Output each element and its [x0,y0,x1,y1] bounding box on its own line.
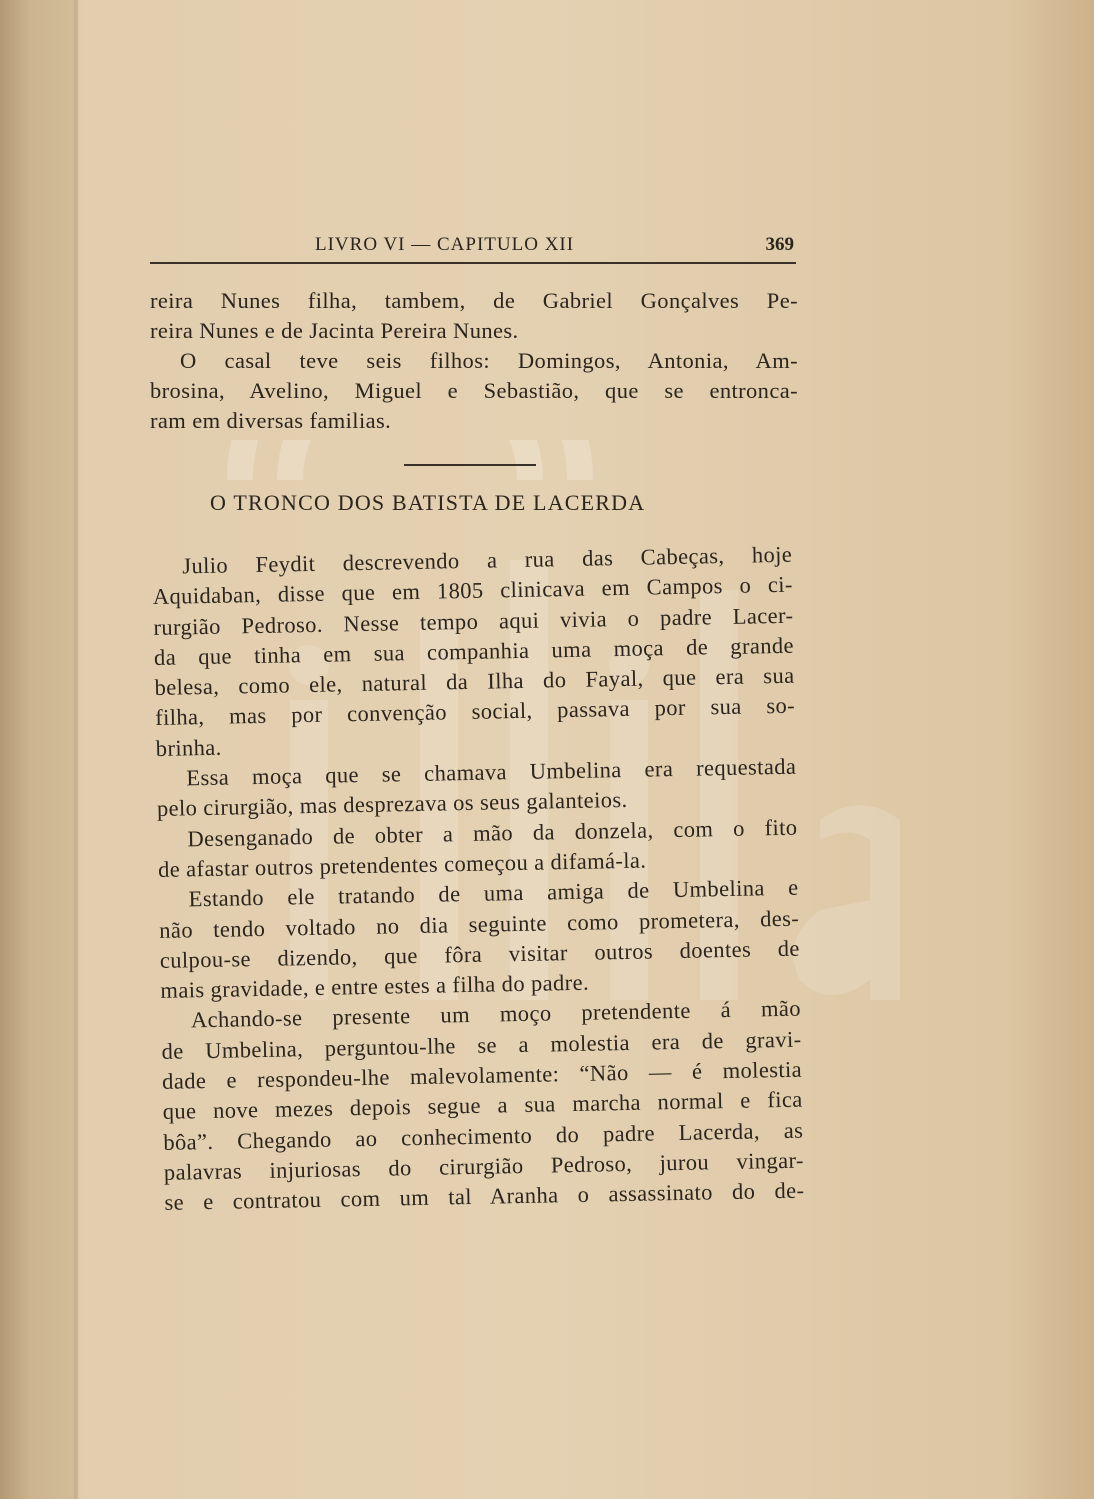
text-line: Julio Feydit descrevendo a rua das Cabeças, hoje [182,541,793,579]
page-header [150,230,796,266]
text-line: se e contratou com um tal Aranha o assassinato do de- [164,1177,805,1216]
running-head: LIVRO VI — CAPITULO XII [315,234,575,255]
text-line: brinha. [155,734,222,761]
top-paragraphs [150,286,798,436]
text-line: filha, mas por convenção social, passava por sua so- [154,693,796,731]
text-line: mais gravidade, e entre estes a filha do padre. [160,969,590,1004]
section-title: O TRONCO DOS BATISTA DE LACERDA [210,490,646,515]
text-line: rurgião Pedroso. Nesse tempo aqui vivia o padre Lacer- [153,602,794,640]
text-line: dade e respondeu-lhe malevolamente: “Não — é molestia [161,1056,803,1094]
header-rule [150,262,796,264]
text-line: não tendo voltado no dia seguinte como prometera, des- [159,905,800,943]
text-line: Achando-se presente um moço pretendente á mão [190,996,802,1033]
text-line: pelo cirurgião, mas desprezava os seus galanteios. [156,787,628,822]
page-gutter [0,0,78,1499]
text-line: palavras injuriosas do cirurgião Pedroso, jurou vingar- [163,1147,805,1185]
text-line: belesa, como ele, natural da Ilha do Fayal, que era sua [154,662,795,701]
text-line: Estando ele tratando de uma amiga de Umbelina e [188,874,799,912]
text-line: ram em diversas familias. [150,408,392,433]
section-divider [404,464,536,466]
text-line: de Umbelina, perguntou-lhe se a molestia era de gravi- [161,1026,802,1064]
text-line: que nove mezes depois segue a sua marcha normal e fica [162,1086,803,1125]
text-line: bôa”. Chegando ao conhecimento do padre Lacerda, as [163,1117,804,1155]
text-line: Essa moça que se chamava Umbelina era requestada [186,753,797,791]
page-number: 369 [765,234,794,255]
text-line: O casal teve seis filhos: Domingos, Antonia, Am- [180,348,798,373]
text-line: brosina, Avelino, Miguel e Sebastião, que se entronca- [150,378,798,403]
text-line: Aquidaban, disse que em 1805 clinicava em Campos o ci- [152,572,793,610]
text-line: reira Nunes filha, tambem, de Gabriel Gonçalves Pe- [150,288,798,313]
text-line: da que tinha em sua companhia uma moça de grande [153,632,795,670]
text-line: culpou-se dizendo, que fôra visitar outros doentes de [159,935,800,973]
main-paragraphs [152,540,805,1219]
text-line: Desenganado de obter a mão da donzela, com o fito [187,814,798,852]
text-line: de afastar outros pretendentes começou a difamá-la. [157,847,647,882]
text-line: reira Nunes e de Jacinta Pereira Nunes. [150,318,519,343]
gutter-shadow [74,0,80,1499]
